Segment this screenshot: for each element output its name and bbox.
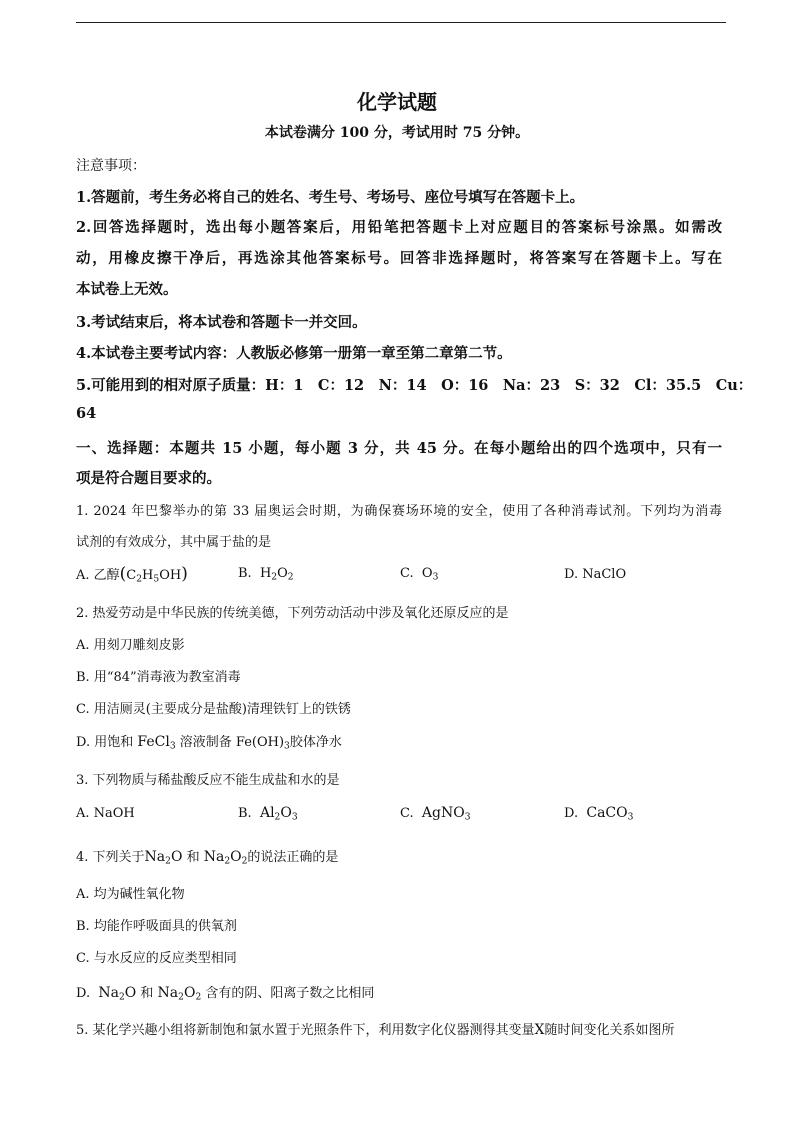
formula-subscript: 2 (136, 574, 143, 585)
question-4-option-b: B. 均能作呼吸面具的供氧剂 (76, 919, 237, 934)
note-item-5-line-1: 5.可能用到的相对原子质量：H：1 C：12 N：14 O：16 Na：23 S：32 Cl：35.5 Cu： (76, 377, 753, 394)
formula-text: OH (159, 568, 182, 583)
formula-text: C (126, 568, 137, 583)
option-text: D. 用饱和 (76, 735, 134, 750)
formula-text: CaCO (586, 805, 628, 821)
question-4-option-c: C. 与水反应的反应类型相同 (76, 951, 237, 966)
question-2-option-c: C. 用洁厕灵(主要成分是盐酸)清理铁钉上的铁锈 (76, 702, 351, 717)
formula-subscript: 2 (178, 992, 184, 1003)
stem-text: 5. 某化学兴趣小组将新制饱和氯水置于光照条件下，利用数字化仪器测得其变量 (76, 1023, 535, 1038)
header-rule (76, 22, 726, 23)
formula-subscript: 2 (271, 572, 278, 583)
exam-subtitle: 本试卷满分 100 分，考试用时 75 分钟。 (264, 125, 530, 141)
question-3-stem: 3. 下列物质与稀盐酸反应不能生成盐和水的是 (76, 773, 340, 788)
formula-text: Na (98, 985, 119, 1001)
formula-subscript: 3 (432, 572, 439, 583)
formula-text: FeCl (137, 734, 170, 750)
formula-paren-open: ( (119, 564, 127, 584)
question-2-stem: 2. 热爱劳动是中华民族的传统美德，下列劳动活动中涉及氧化还原反应的是 (76, 606, 509, 621)
page-title: 化学试题 (357, 90, 437, 114)
question-1-stem-line-1: 1. 2024 年巴黎举办的第 33 届奥运会时期，为确保赛场环境的安全，使用了各种消毒试剂。下列均为消毒 (76, 504, 722, 519)
formula-text: Na (203, 849, 225, 865)
formula-subscript: 2 (241, 856, 248, 867)
formula-text: O (230, 849, 242, 865)
note-item-2-line-3: 本试卷上无效。 (76, 281, 178, 298)
section-heading-line-1: 一、选择题：本题共 15 小题，每小题 3 分，共 45 分。在每小题给出的四个选项中，只有一 (76, 440, 722, 457)
formula-text: Na (157, 985, 179, 1001)
formula-text: O (183, 985, 196, 1001)
formula-subscript: 2 (224, 856, 231, 867)
formula-text: O (124, 985, 137, 1001)
formula-subscript: 2 (287, 572, 294, 583)
question-1-stem-line-2: 试剂的有效成分，其中属于盐的是 (76, 535, 272, 550)
question-2-option-d (76, 731, 342, 750)
question-1-option-b (238, 566, 294, 581)
formula-subscript: 2 (195, 992, 202, 1003)
formula-text: O (280, 805, 292, 821)
option-b-label: B. (238, 806, 252, 821)
note-item-2-line-2: 动，用橡皮擦干净后，再选涂其他答案标号。回答非选择题时，将答案写在答题卡上。写在 (76, 250, 722, 267)
formula-text: Na (144, 849, 166, 865)
formula-subscript: 2 (165, 856, 171, 867)
question-2-option-b: B. 用“84”消毒液为教室消毒 (76, 670, 241, 685)
option-d-label: D. (76, 986, 91, 1001)
note-item-5-line-2: 64 (76, 405, 97, 422)
option-a-label: A. 乙醇 (76, 568, 120, 583)
formula-text: O (277, 566, 288, 581)
formula-subscript: 2 (274, 812, 281, 823)
question-4-option-a: A. 均为碱性氧化物 (76, 887, 185, 902)
question-3-option-c (400, 805, 471, 821)
option-c-label: C. (400, 806, 414, 821)
formula-text: H (259, 566, 272, 581)
formula-text: Fe(OH) (235, 735, 285, 750)
formula-subscript: 3 (284, 741, 290, 752)
stem-text: 和 (186, 850, 200, 865)
section-heading-line-2: 项是符合题目要求的。 (76, 470, 221, 487)
question-5-stem-line-1 (76, 1019, 675, 1038)
note-item-1: 1.答题前，考生务必将自己的姓名、考生号、考场号、座位号填写在答题卡上。 (76, 189, 585, 206)
formula-text: O (421, 566, 433, 581)
note-item-4: 4.本试卷主要考试内容：人教版必修第一册第一章至第二章第二节。 (76, 345, 512, 362)
formula-text: AgNO (421, 805, 465, 821)
option-b-label: B. (238, 566, 252, 581)
question-3-option-a: A. NaOH (76, 806, 135, 821)
stem-text: 的说法正确的是 (247, 850, 339, 865)
formula-text: Al (259, 805, 275, 821)
formula-subscript: 3 (169, 741, 176, 752)
option-text: 含有的阴、阳离子数之比相同 (205, 986, 375, 1001)
question-1-option-d: D. NaClO (564, 567, 627, 582)
question-1-option-c (400, 566, 438, 581)
stem-text: 随时间变化关系如图所 (544, 1023, 675, 1038)
note-item-2-line-1: 2.回答选择题时，选出每小题答案后，用铅笔把答题卡上对应题目的答案标号涂黑。如需改 (76, 219, 722, 236)
variable-x: X (534, 1022, 545, 1038)
formula-text: O (170, 849, 183, 865)
option-text: 溶液制备 (179, 735, 232, 750)
formula-subscript: 3 (464, 812, 471, 823)
question-4-option-d (76, 982, 374, 1001)
question-3-option-d (564, 805, 633, 821)
formula-text: H (142, 568, 154, 583)
question-3-option-b (238, 805, 298, 821)
formula-subscript: 3 (627, 812, 634, 823)
question-4-stem (76, 846, 338, 865)
formula-subscript: 3 (291, 812, 298, 823)
question-2-option-a: A. 用刻刀雕刻皮影 (76, 638, 185, 653)
option-d-label: D. (564, 806, 579, 821)
stem-text: 4. 下列关于 (76, 850, 145, 865)
formula-paren-close: ) (181, 564, 188, 584)
option-c-label: C. (400, 566, 414, 581)
option-text: 胶体净水 (289, 735, 342, 750)
option-text: 和 (140, 986, 154, 1001)
notes-heading: 注意事项： (76, 158, 146, 174)
question-1-option-a (76, 564, 188, 584)
note-item-3: 3.考试结束后，将本试卷和答题卡一并交回。 (76, 314, 367, 331)
formula-subscript: 5 (153, 574, 160, 585)
formula-subscript: 2 (118, 992, 125, 1003)
